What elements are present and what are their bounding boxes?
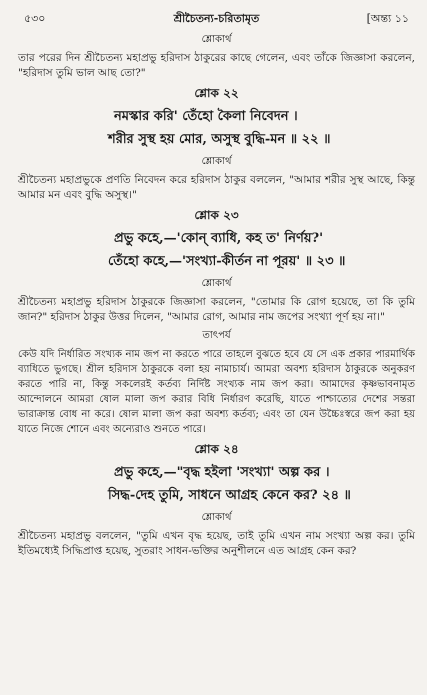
translation-paragraph: শ্রীচৈতন্য মহাপ্রভুকে প্রণতি নিবেদন করে হরিদাস ঠাকুর বললেন, "আমার শরীর সুস্থ আছে, কিন্তু আমার মন এবং বুদ্ধি অসুস্থ।" — [18, 174, 415, 201]
verse-line: প্রভু কহে,—'কোন্ ব্যাধি, কহ ত' নির্ণয়?' — [114, 231, 324, 246]
verse-line: সিদ্ধ-দেহ তুমি, সাধনে আগ্রহ কেনে কর? ২৪ ॥ — [108, 488, 351, 503]
translation-heading: শ্লোকার্থ — [201, 156, 232, 167]
translation-paragraph: শ্রীচৈতন্য মহাপ্রভু হরিদাস ঠাকুরকে জিজ্ঞাসা করলেন, "তোমার কি রোগ হয়েছে, তা কি তুমি জান?" হরিদাস ঠাকুর উত্তর দিলেন, "আমার রোগ, আমার নাম জপের সংখ্যা পূর্ণ হয় না।" — [18, 296, 415, 323]
translation-paragraph: তার পরের দিন শ্রীচৈতন্য মহাপ্রভু হরিদাস ঠাকুরের কাছে গেলেন, এবং তাঁকে জিজ্ঞাসা করলেন, "হরিদাস তুমি ভাল আছ তো?" — [18, 52, 415, 79]
verse-line: নমস্কার করি' তেঁহো কৈলা নিবেদন । — [114, 109, 298, 124]
book-title: শ্রীচৈতন্য-চরিতামৃত — [173, 12, 260, 25]
purport-heading: তাৎপর্য — [202, 330, 231, 341]
translation-paragraph: শ্রীচৈতন্য মহাপ্রভু বললেন, "তুমি এখন বৃদ্ধ হয়েছ, তাই তুমি এখন নাম সংখ্যা অল্প কর। তুমি ইতিমধ্যেই সিদ্ধিপ্রাপ্ত হয়েছ, সুতরাং সাধন-ভক্তির অনুশীলনে এত আগ্রহ কেন কর? — [18, 530, 415, 557]
verse-line: শরীর সুস্থ হয় মোর, অসুস্থ বুদ্ধি-মন ॥ ২২ ॥ — [108, 132, 331, 147]
purport-paragraph: কেউ যদি নির্ধারিত সংখ্যক নাম জপ না করতে পারে তাহলে বুঝতে হবে যে সে এক প্রকার পারমার্থিক ব্যাধিতে ভুগছে। শ্রীল হরিদাস ঠাকুরকে বলা হয় নামাচার্য। আমরা অবশ্য হরিদাস ঠাকুরকে অনুকরণ করতে পারি না, কিন্তু সকলেরই কর্তব্য নির্দিষ্ট সংখ্যক নাম জপ করা। আমাদের কৃষ্ণভাবনামৃত আন্দোলনে আমরা ষোল মালা জপ করার বিধি নির্ধারণ করেছি, যাতে পাশ্চাত্যের দেশের সন্তরা ভারাক্রান্ত বোধ না করে। ষোল মালা জপ করা অবশ্য কর্তব্য; এবং তা যেন উচ্চৈঃস্বরে জপ করা হয় যাতে নিজে শোনে এবং অন্যেরাও শুনতে পারে। — [18, 349, 415, 435]
translation-heading: শ্লোকার্থ — [201, 34, 232, 45]
verse-line: প্রভু কহে,—"বৃদ্ধ হইলা 'সংখ্যা' অল্প কর । — [114, 465, 330, 480]
verse-number: শ্লোক ২২ — [194, 86, 239, 100]
chapter-reference: [অন্ত্য ১১ — [366, 12, 409, 25]
running-head — [18, 8, 415, 26]
translation-heading: শ্লোকার্থ — [201, 512, 232, 523]
verse-line: তেঁহো কহে,—'সংখ্যা-কীর্তন না পূরয়' ॥ ২৩ ॥ — [108, 254, 346, 269]
translation-heading: শ্লোকার্থ — [201, 278, 232, 289]
verse-number: শ্লোক ২৪ — [194, 442, 239, 456]
page-number: ৫৩০ — [24, 12, 46, 25]
verse-number: শ্লোক ২৩ — [194, 208, 239, 222]
